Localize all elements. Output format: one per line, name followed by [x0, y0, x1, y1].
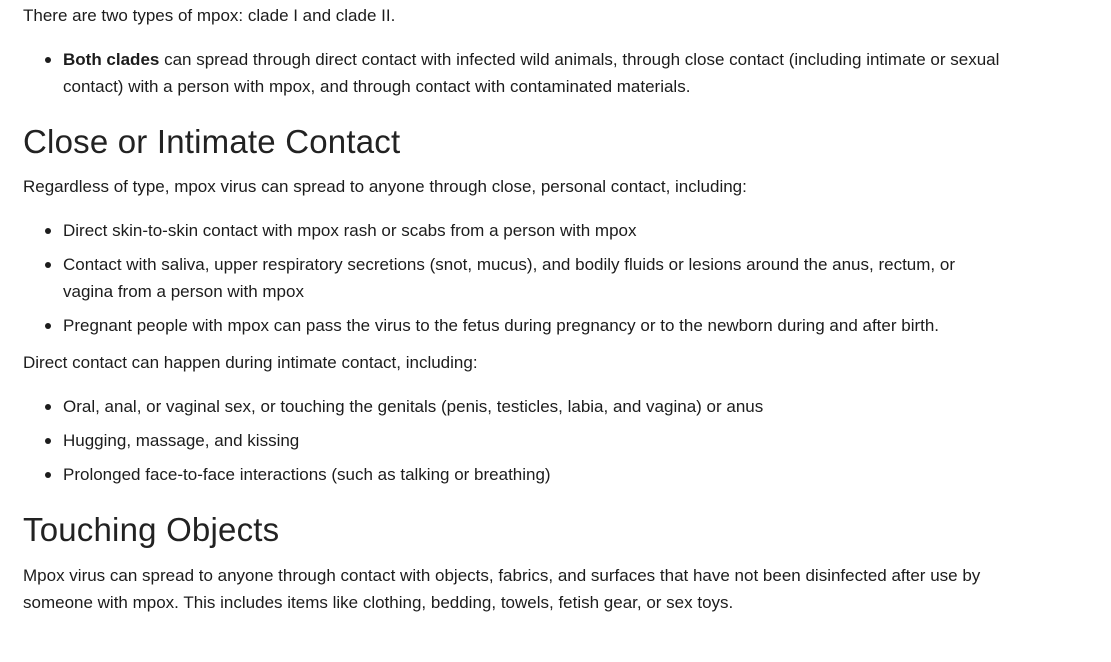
bold-text: Both clades — [63, 50, 160, 69]
list-item-text: can spread through direct contact with infected wild animals, through close contact (including intimate or sexual contact) with a person with mpox, and through contact with contaminated materials. — [63, 50, 1000, 96]
intimate-contact-list — [23, 393, 1003, 488]
list-item: Oral, anal, or vaginal sex, or touching the genitals (penis, testicles, labia, and vagina) or anus — [63, 393, 1003, 420]
intro-paragraph: There are two types of mpox: clade I and clade II. — [23, 6, 396, 25]
close-contact-list — [23, 217, 1003, 339]
list-item — [63, 46, 1003, 100]
section-heading-touching-objects: Touching Objects — [23, 511, 280, 548]
touching-objects-paragraph: Mpox virus can spread to anyone through contact with objects, fabrics, and surfaces that have not been disinfected after use by someone with mpox. This includes items like clothing, bedding, towels, fetish gear, or sex toys. — [23, 566, 981, 612]
list-item: Pregnant people with mpox can pass the virus to the fetus during pregnancy or to the newborn during and after birth. — [63, 312, 1003, 339]
list-item: Hugging, massage, and kissing — [63, 427, 1003, 454]
direct-contact-paragraph: Direct contact can happen during intimate contact, including: — [23, 353, 478, 372]
list-item: Direct skin-to-skin contact with mpox rash or scabs from a person with mpox — [63, 217, 1003, 244]
article-content — [23, 0, 1003, 616]
clades-list — [23, 46, 1003, 100]
section-heading-close-contact: Close or Intimate Contact — [23, 123, 401, 160]
list-item: Contact with saliva, upper respiratory secretions (snot, mucus), and bodily fluids or lesions around the anus, rectum, or vagina from a person with mpox — [63, 251, 1003, 305]
list-item: Prolonged face-to-face interactions (such as talking or breathing) — [63, 461, 1003, 488]
close-contact-paragraph: Regardless of type, mpox virus can spread to anyone through close, personal contact, including: — [23, 177, 747, 196]
